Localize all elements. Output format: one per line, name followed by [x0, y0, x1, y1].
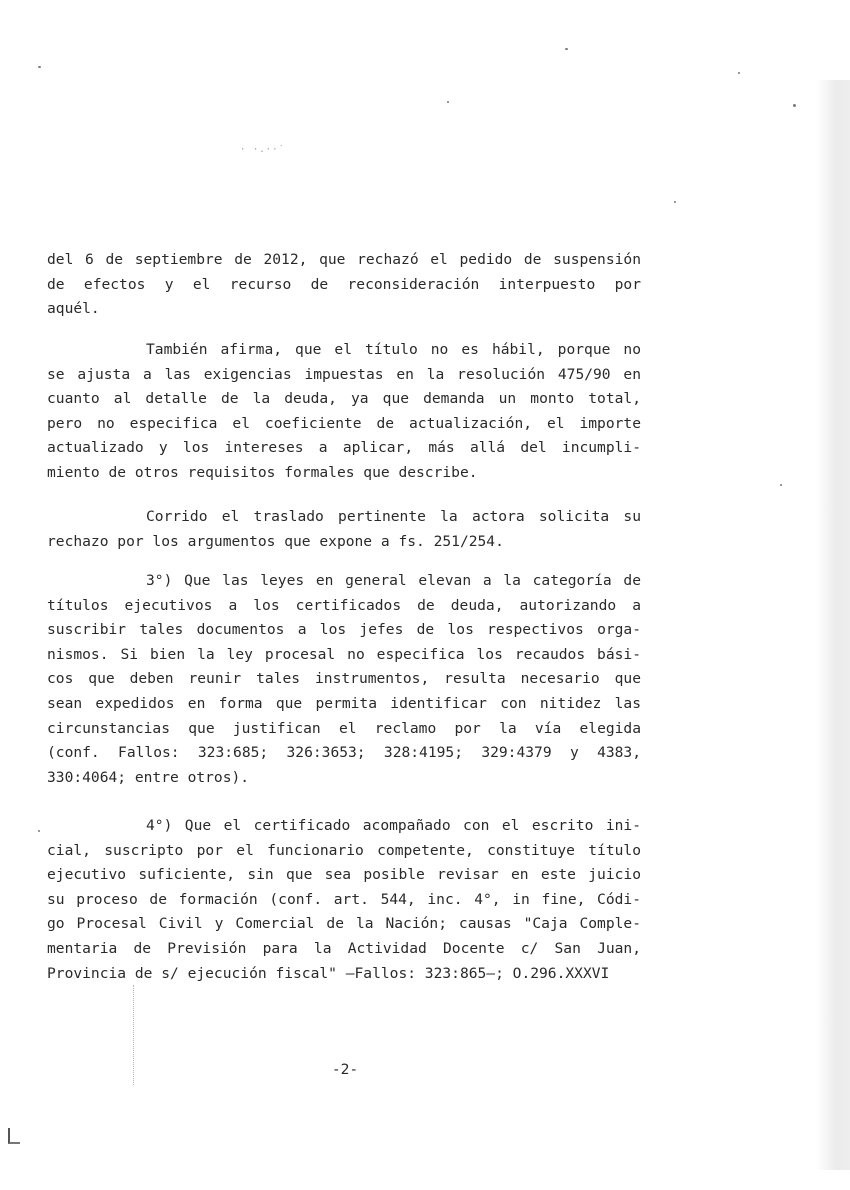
text-line [47, 436, 641, 461]
text-line [47, 741, 641, 766]
line-text: mentaria de Previsión para la Actividad Docente c/ San Juan, [47, 939, 641, 957]
scan-speck [565, 48, 568, 50]
text-line [47, 839, 641, 864]
scan-shadow-edge [816, 80, 850, 1170]
line-text: También afirma, que el título no es hábil, porque no [146, 341, 641, 358]
page-number: -2- [331, 1061, 359, 1078]
text-line [47, 618, 641, 643]
line-text: títulos ejecutivos a los certificados de deuda, autorizando a [47, 596, 641, 614]
paragraph [47, 248, 641, 322]
text-line [47, 273, 641, 298]
text-line [47, 594, 641, 619]
line-text: (conf. Fallos: 323:685; 326:3653; 328:4195; 329:4379 y 4383, [47, 744, 641, 762]
line-text: nismos. Si bien la ley procesal no especifica los recaudos bási- [47, 645, 641, 663]
scan-speck [447, 101, 449, 103]
line-text: 3°) Que las leyes en general elevan a la categoría de [146, 572, 641, 589]
text-line [47, 766, 641, 791]
line-text: miento de otros requisitos formales que describe. [47, 463, 478, 481]
text-line [47, 297, 641, 322]
line-text: cial, suscripto por el funcionario competente, constituye título [47, 841, 641, 859]
text-line [47, 912, 641, 937]
line-text: cos que deben reunir tales instrumentos, resulta necesario que [47, 670, 641, 688]
paragraph [47, 505, 641, 554]
line-text: 330:4064; entre otros). [47, 768, 250, 786]
line-text: actualizado y los intereses a aplicar, más allá del incumpli- [47, 439, 641, 457]
scan-smudge: · ·.··˙ [240, 145, 285, 155]
text-line [47, 387, 641, 412]
line-text: circunstancias que justifican el reclamo por la vía elegida [47, 719, 641, 737]
scan-speck [793, 104, 796, 107]
line-text: suscribir tales documentos a los jefes de los respectivos orga- [47, 621, 641, 639]
line-text: pero no especifica el coeficiente de actualización, el importe [47, 414, 641, 432]
text-line [47, 338, 641, 363]
line-text: de efectos y el recurso de reconsideración interpuesto por [47, 275, 641, 293]
text-line [47, 814, 641, 839]
text-line [47, 248, 641, 273]
scan-speck [38, 830, 40, 832]
text-line [47, 863, 641, 888]
paragraph [47, 814, 641, 986]
text-line [47, 717, 641, 742]
text-line [47, 888, 641, 913]
line-text: 4°) Que el certificado acompañado con el escrito ini- [146, 817, 641, 834]
text-line [47, 962, 641, 987]
text-line [47, 667, 641, 692]
line-text: su proceso de formación (conf. art. 544, inc. 4°, in fine, Códi- [47, 890, 641, 908]
scan-speck [780, 484, 782, 486]
text-line [47, 530, 641, 555]
line-text: aquél. [47, 300, 100, 318]
text-line [47, 412, 641, 437]
line-text: cuanto al detalle de la deuda, ya que demanda un monto total, [47, 390, 641, 408]
text-line [47, 937, 641, 962]
paragraph [47, 338, 641, 486]
text-line [47, 569, 641, 594]
margin-mark [133, 985, 135, 1085]
text-line [47, 461, 641, 486]
text-line [47, 505, 641, 530]
scan-speck [674, 201, 676, 203]
text-line [47, 692, 641, 717]
line-text: go Procesal Civil y Comercial de la Nación; causas "Caja Comple- [47, 915, 641, 933]
line-text: Corrido el traslado pertinente la actora solicita su [146, 508, 641, 525]
line-text: sean expedidos en forma que permita identificar con nitidez las [47, 694, 641, 712]
corner-mark [8, 1128, 20, 1144]
scan-speck [738, 72, 740, 74]
text-line [47, 643, 641, 668]
line-text: ejecutivo suficiente, sin que sea posible revisar en este juicio [47, 866, 641, 884]
line-text: se ajusta a las exigencias impuestas en la resolución 475/90 en [47, 365, 641, 383]
text-line [47, 363, 641, 388]
line-text: Provincia de s/ ejecución fiscal" —Fallos: 323:865—; O.296.XXXVI [47, 964, 610, 982]
scan-speck [38, 66, 41, 68]
paragraph [47, 569, 641, 790]
line-text: rechazo por los argumentos que expone a fs. 251/254. [47, 532, 504, 550]
line-text: del 6 de septiembre de 2012, que rechazó el pedido de suspensión [47, 251, 641, 268]
